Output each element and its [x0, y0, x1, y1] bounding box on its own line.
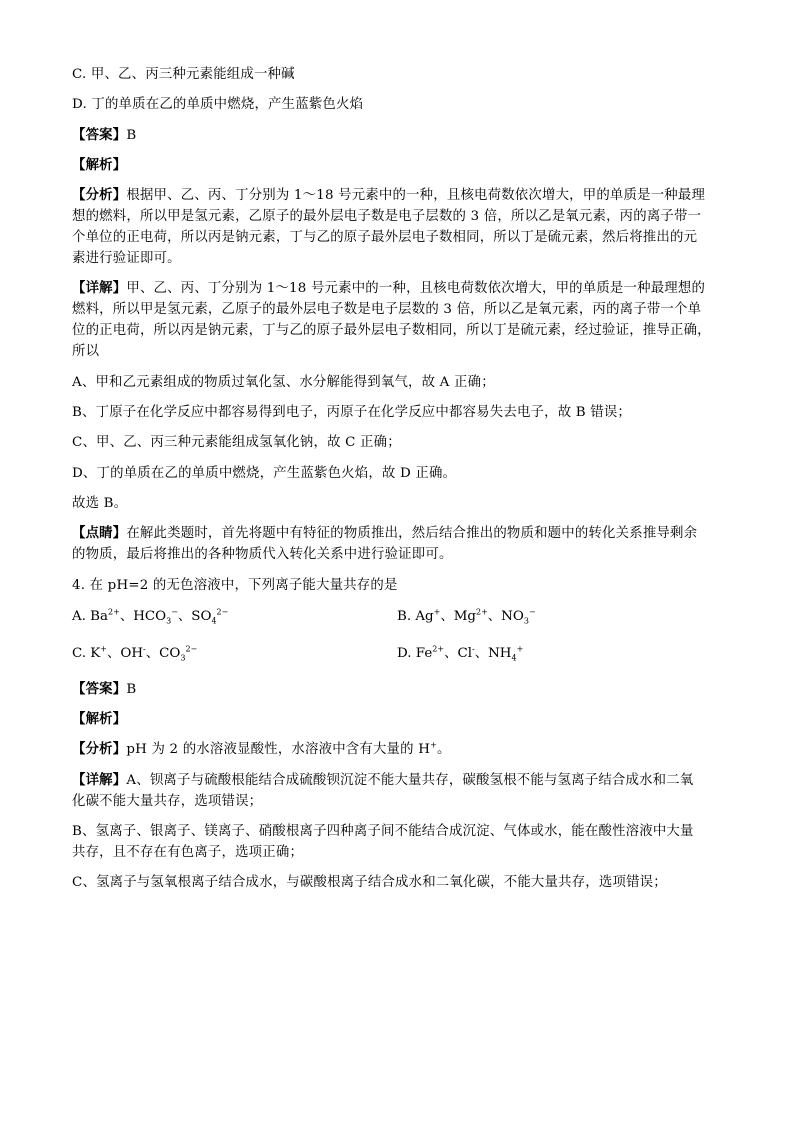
xiangjie-text-4: 所以: [72, 344, 100, 360]
fenxi2-text: pH 为 2 的水溶液显酸性，水溶液中含有大量的 H: [126, 742, 431, 758]
explain-c: C、甲、乙、丙三种元素能组成氢氧化钠，故 C 正确；: [72, 435, 401, 451]
fenxi-text-2: 想的燃料，所以甲是氢元素，乙原子的最外层电子数是电子层数的 3 倍，所以乙是氧元素，丙的离子带一: [72, 209, 702, 225]
option-b: B. Ag+、$Mg^{2+}$、$NO_3^-$: [397, 607, 536, 626]
explain2-b-2: 共存，且不存在有色离子，选项正确；: [72, 845, 304, 861]
answer2-line: [72, 679, 722, 700]
explain-d: D、丁的单质在乙的单质中燃烧，产生蓝紫色火焰，故 D 正确。: [72, 465, 457, 481]
explain2-b-1: B、氢离子、银离子、镁离子、硝酸根离子四种离子间不能结合成沉淀、气体或水，能在酸性溶液中大量: [72, 824, 694, 840]
choose-line: 故选 B。: [72, 495, 128, 511]
option-d: D. 丁的单质在乙的单质中燃烧，产生蓝紫色火焰: [72, 97, 364, 113]
xiangjie2-text-1: A、钡离子与硫酸根能结合成硫酸钡沉淀不能大量共存，碳酸氢根不能与氢离子结合成水和二氧: [126, 772, 694, 788]
xiangjie2-tag: 【详解】: [72, 771, 127, 788]
options-row-ab: [72, 605, 722, 626]
explain-a: A、甲和乙元素组成的物质过氧化氢、水分解能得到氧气，故 A 正确；: [72, 374, 495, 390]
fenxi2-line: 【分析】pH 为 2 的水溶液显酸性，水溶液中含有大量的 H+。: [72, 740, 451, 758]
fenxi-tag: 【分析】: [72, 187, 127, 204]
analysis-tag: 【解析】: [72, 156, 127, 173]
answer-value: B: [126, 127, 137, 143]
xiangjie-text-3: 位的正电荷，所以丙是钠元素，丁与乙的原子最外层电子数相同，所以丁是硫元素，经过验证，推导正确，: [72, 323, 711, 339]
analysis-heading: [72, 155, 722, 176]
options-row-cd: [72, 642, 722, 663]
explain2-c: C、氢离子与氢氧根离子结合成水，与碳酸根离子结合成水和二氧化碳，不能大量共存，选项错误；: [72, 875, 667, 891]
xiangjie-tag: 【详解】: [72, 280, 127, 297]
option-c-label: C. K: [72, 645, 101, 661]
fenxi-text-3: 个单位的正电荷，所以丙是钠元素，丁与乙的原子最外层电子数相同，所以丁是硫元素，然后将推出的元: [72, 230, 698, 246]
option-a-label: A. Ba: [72, 608, 109, 624]
analysis2-heading: [72, 709, 722, 730]
option-b-label: B. Ag: [397, 608, 434, 624]
xiangjie2-text-2: 化碳不能大量共存，选项错误；: [72, 793, 263, 809]
dianjing-tag: 【点睛】: [72, 525, 127, 542]
fenxi-paragraph: [72, 185, 722, 269]
option-d-label: D. Fe: [397, 645, 433, 661]
xiangjie-text-1: 甲、乙、丙、丁分别为 1～18 号元素中的一种，且核电荷数依次增大，甲的单质是一种最理想的: [126, 281, 706, 297]
answer-tag: 【答案】: [72, 126, 127, 143]
xiangjie-paragraph: [72, 278, 722, 362]
option-c-ions: C. K+、OH-、$CO_3^{2-}$: [72, 644, 198, 663]
answer2-tag: 【答案】: [72, 680, 127, 697]
option-d-ions: D. $Fe^{2+}$、Cl-、$NH_4^+$: [397, 644, 524, 663]
dianjing-text-1: 在解此类题时，首先将题中有特征的物质推出，然后结合推出的物质和题中的转化关系推导剩余: [126, 526, 698, 542]
answer2-value: B: [126, 681, 137, 697]
fenxi-text-1: 根据甲、乙、丙、丁分别为 1～18 号元素中的一种，且核电荷数依次增大，甲的单质是一种最理: [126, 188, 706, 204]
option-c: C. 甲、乙、丙三种元素能组成一种碱: [72, 67, 295, 82]
xiangjie-text-2: 燃料，所以甲是氢元素，乙原子的最外层电子数是电子层数的 3 倍，所以乙是氧元素，丙的离子带一个单: [72, 302, 702, 318]
xiangjie2-paragraph: [72, 770, 722, 812]
dianjing-paragraph: [72, 523, 722, 565]
document-page: [72, 64, 722, 903]
option-a: A. $Ba^{2+}$、$HCO_3^-$、$SO_4^{2-}$: [72, 607, 229, 626]
answer-line: [72, 125, 722, 146]
fenxi-text-4: 素进行验证即可。: [72, 251, 181, 267]
fenxi2-tag: 【分析】: [72, 741, 127, 758]
question-4: 4. 在 pH=2 的无色溶液中，下列离子能大量共存的是: [72, 577, 398, 593]
explain2-b: [72, 821, 722, 863]
dianjing-text-2: 的物质，最后将推出的各种物质代入转化关系中进行验证即可。: [72, 547, 453, 563]
analysis2-tag: 【解析】: [72, 711, 127, 728]
explain-b: B、丁原子在化学反应中都容易得到电子，丙原子在化学反应中都容易失去电子，故 B 错误；: [72, 405, 632, 421]
